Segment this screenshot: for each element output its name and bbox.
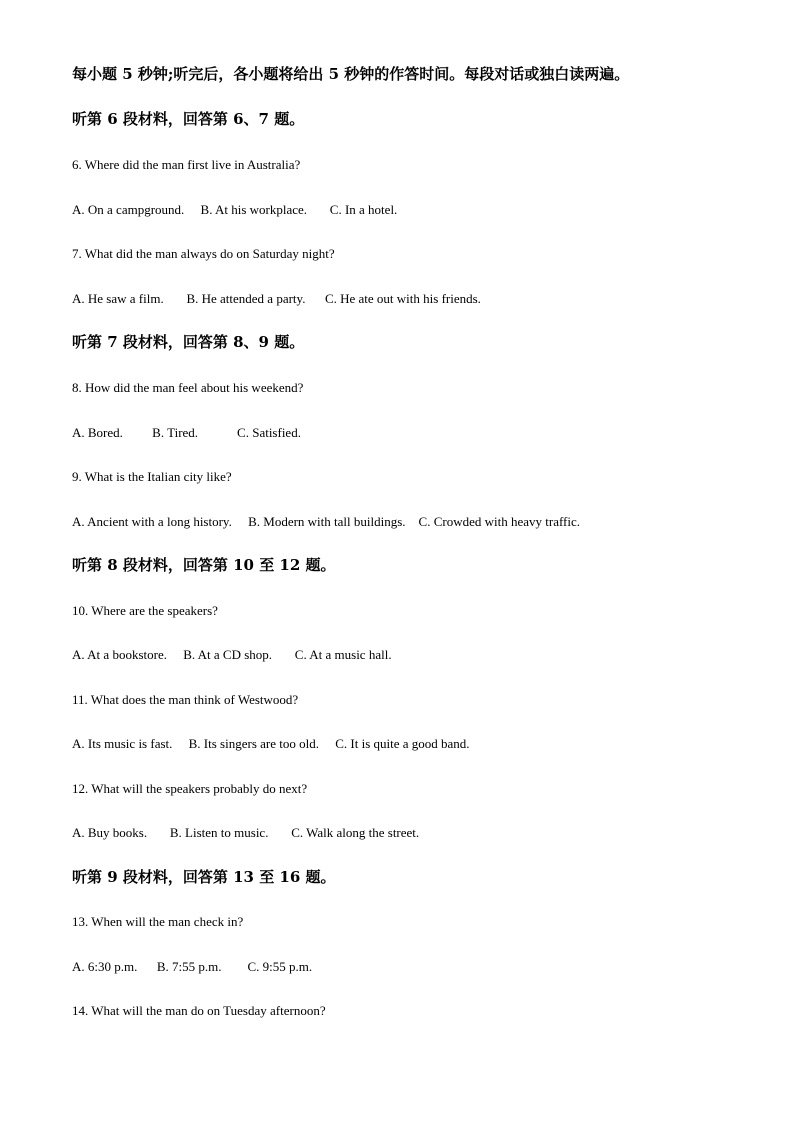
- question-6: 6. Where did the man first live in Australia?: [72, 157, 301, 172]
- question-11: 11. What does the man think of Westwood?: [72, 692, 299, 707]
- question-12: 12. What will the speakers probably do next?: [72, 781, 308, 796]
- question-8: 8. How did the man feel about his weekend?: [72, 380, 304, 395]
- question-10: 10. Where are the speakers?: [72, 603, 218, 618]
- question-7: 7. What did the man always do on Saturday night?: [72, 246, 335, 261]
- question-10-options: A. At a bookstore. B. At a CD shop. C. At a music hall.: [72, 647, 392, 662]
- question-13-options: A. 6:30 p.m. B. 7:55 p.m. C. 9:55 p.m.: [72, 959, 313, 974]
- section-heading-6: 听第 6 段材料，回答第 6、7 题。: [72, 110, 305, 128]
- question-11-options: A. Its music is fast. B. Its singers are too old. C. It is quite a good band.: [72, 736, 470, 751]
- section-heading-8: 听第 8 段材料，回答第 10 至 12 题。: [72, 556, 336, 574]
- question-9-options: A. Ancient with a long history. B. Modern with tall buildings. C. Crowded with heavy traffic.: [72, 514, 581, 529]
- section-heading-9: 听第 9 段材料，回答第 13 至 16 题。: [72, 868, 336, 886]
- question-7-options: A. He saw a film. B. He attended a party. C. He ate out with his friends.: [72, 291, 481, 306]
- question-6-options: A. On a campground. B. At his workplace. C. In a hotel.: [72, 202, 398, 217]
- question-12-options: A. Buy books. B. Listen to music. C. Walk along the street.: [72, 825, 420, 840]
- question-14: 14. What will the man do on Tuesday afternoon?: [72, 1003, 326, 1018]
- question-13: 13. When will the man check in?: [72, 914, 244, 929]
- question-9: 9. What is the Italian city like?: [72, 469, 232, 484]
- section-heading-7: 听第 7 段材料，回答第 8、9 题。: [72, 333, 305, 351]
- question-8-options: A. Bored. B. Tired. C. Satisfied.: [72, 425, 301, 440]
- instructions-text: 每小题 5 秒钟;听完后，各小题将给出 5 秒钟的作答时间。每段对话或独白读两遍。: [72, 65, 630, 83]
